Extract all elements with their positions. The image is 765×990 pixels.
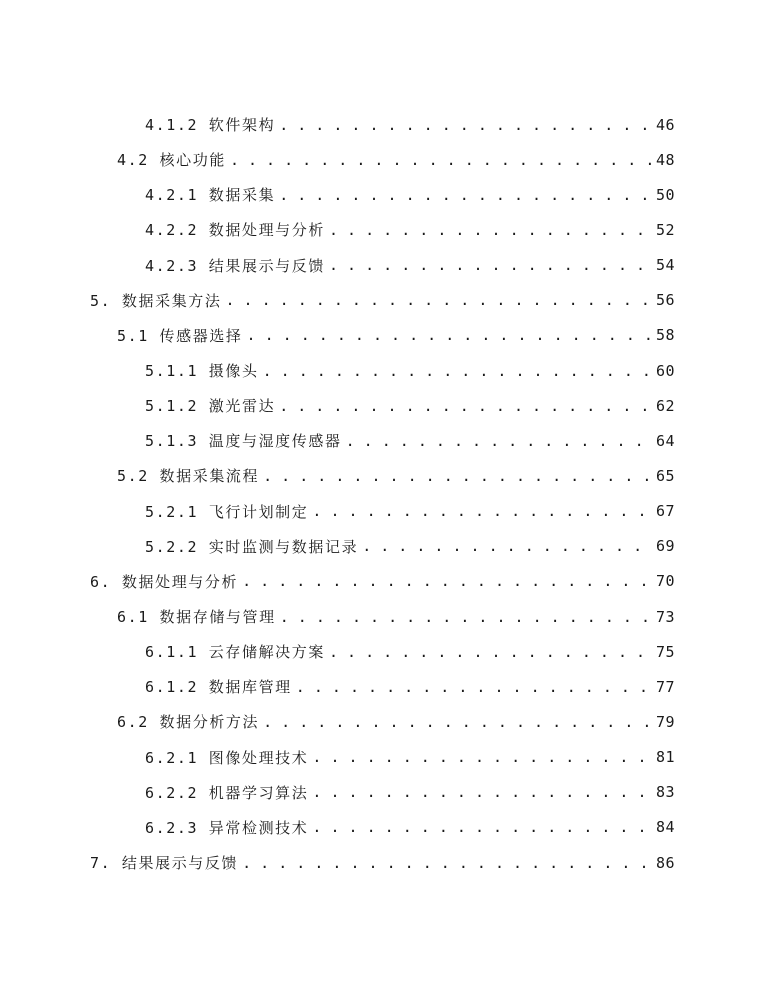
toc-entry[interactable] bbox=[0, 634, 765, 669]
dot-leader bbox=[242, 572, 653, 590]
toc-entry-title: 4.2.1 数据采集 bbox=[145, 186, 276, 205]
toc-entry-title: 6.2.3 异常检测技术 bbox=[145, 818, 309, 837]
dot-leader bbox=[263, 362, 651, 380]
toc-page-number: 81 bbox=[655, 748, 675, 767]
dot-leader bbox=[329, 221, 651, 239]
toc-page-number: 84 bbox=[655, 818, 675, 837]
dot-leader bbox=[279, 116, 651, 134]
toc-entry[interactable] bbox=[0, 810, 765, 845]
dot-leader bbox=[280, 608, 651, 626]
table-of-contents bbox=[0, 107, 765, 880]
dot-leader bbox=[279, 186, 651, 204]
dot-leader bbox=[329, 643, 651, 661]
dot-leader bbox=[263, 713, 651, 731]
toc-entry-title: 4.2.2 数据处理与分析 bbox=[145, 221, 325, 240]
toc-entry-title: 6.2.2 机器学习算法 bbox=[145, 783, 309, 802]
dot-leader bbox=[346, 432, 651, 450]
toc-entry[interactable] bbox=[0, 669, 765, 704]
toc-page-number: 83 bbox=[655, 783, 675, 802]
toc-entry[interactable] bbox=[0, 177, 765, 212]
dot-leader bbox=[362, 537, 651, 555]
toc-entry[interactable] bbox=[0, 318, 765, 353]
dot-leader bbox=[226, 291, 654, 309]
toc-page-number: 54 bbox=[655, 256, 675, 275]
toc-page-number: 70 bbox=[655, 572, 675, 591]
toc-entry-title: 6.2 数据分析方法 bbox=[117, 713, 260, 732]
toc-entry-title: 6. 数据处理与分析 bbox=[90, 572, 239, 591]
toc-entry-title: 6.2.1 图像处理技术 bbox=[145, 748, 309, 767]
toc-entry[interactable] bbox=[0, 353, 765, 388]
toc-page-number: 64 bbox=[655, 431, 675, 450]
toc-page-number: 50 bbox=[655, 185, 675, 204]
toc-page-number: 77 bbox=[655, 677, 675, 696]
toc-entry-title: 5.1.3 温度与湿度传感器 bbox=[145, 432, 342, 451]
toc-entry-title: 7. 结果展示与反馈 bbox=[90, 854, 239, 873]
toc-entry-title: 6.1 数据存储与管理 bbox=[117, 608, 276, 627]
toc-entry-title: 5.2.2 实时监测与数据记录 bbox=[145, 537, 359, 556]
dot-leader bbox=[312, 818, 651, 836]
toc-page-number: 65 bbox=[655, 466, 675, 485]
toc-entry-title: 4.1.2 软件架构 bbox=[145, 116, 276, 135]
toc-entry[interactable] bbox=[0, 283, 765, 318]
toc-entry[interactable] bbox=[0, 529, 765, 564]
toc-entry[interactable] bbox=[0, 704, 765, 739]
toc-page-number: 58 bbox=[655, 326, 675, 345]
toc-page-number: 69 bbox=[655, 537, 675, 556]
toc-entry[interactable] bbox=[0, 845, 765, 880]
toc-page-number: 79 bbox=[655, 712, 675, 731]
toc-page-number: 56 bbox=[655, 291, 675, 310]
toc-entry[interactable] bbox=[0, 775, 765, 810]
toc-entry[interactable] bbox=[0, 107, 765, 142]
toc-page-number: 60 bbox=[655, 361, 675, 380]
toc-entry-title: 4.2 核心功能 bbox=[117, 151, 226, 170]
toc-entry-title: 4.2.3 结果展示与反馈 bbox=[145, 256, 325, 275]
dot-leader bbox=[247, 326, 651, 344]
toc-page-number: 67 bbox=[655, 502, 675, 521]
toc-entry[interactable] bbox=[0, 740, 765, 775]
dot-leader bbox=[242, 854, 653, 872]
dot-leader bbox=[312, 783, 651, 801]
toc-entry-title: 5. 数据采集方法 bbox=[90, 291, 222, 310]
toc-entry[interactable] bbox=[0, 142, 765, 177]
toc-entry-title: 5.1.1 摄像头 bbox=[145, 362, 259, 381]
toc-entry[interactable] bbox=[0, 423, 765, 458]
toc-entry[interactable] bbox=[0, 599, 765, 634]
toc-page-number: 75 bbox=[655, 642, 675, 661]
toc-page-number: 48 bbox=[655, 150, 675, 169]
toc-page-number: 62 bbox=[655, 396, 675, 415]
toc-entry[interactable] bbox=[0, 494, 765, 529]
dot-leader bbox=[263, 467, 651, 485]
toc-entry-title: 5.2.1 飞行计划制定 bbox=[145, 502, 309, 521]
toc-entry-title: 5.1.2 激光雷达 bbox=[145, 397, 276, 416]
dot-leader bbox=[279, 397, 651, 415]
toc-entry-title: 6.1.2 数据库管理 bbox=[145, 678, 292, 697]
toc-entry[interactable] bbox=[0, 388, 765, 423]
dot-leader bbox=[296, 678, 651, 696]
dot-leader bbox=[312, 502, 651, 520]
toc-entry-title: 6.1.1 云存储解决方案 bbox=[145, 643, 325, 662]
toc-page-number: 52 bbox=[655, 220, 675, 239]
toc-entry[interactable] bbox=[0, 564, 765, 599]
dot-leader bbox=[329, 256, 651, 274]
toc-page-number: 46 bbox=[655, 115, 675, 134]
toc-entry-title: 5.2 数据采集流程 bbox=[117, 467, 260, 486]
toc-entry[interactable] bbox=[0, 458, 765, 493]
dot-leader bbox=[312, 748, 651, 766]
toc-entry-title: 5.1 传感器选择 bbox=[117, 326, 243, 345]
dot-leader bbox=[230, 151, 651, 169]
toc-page-number: 86 bbox=[655, 853, 675, 872]
toc-entry[interactable] bbox=[0, 212, 765, 247]
toc-page-number: 73 bbox=[655, 607, 675, 626]
toc-entry[interactable] bbox=[0, 248, 765, 283]
